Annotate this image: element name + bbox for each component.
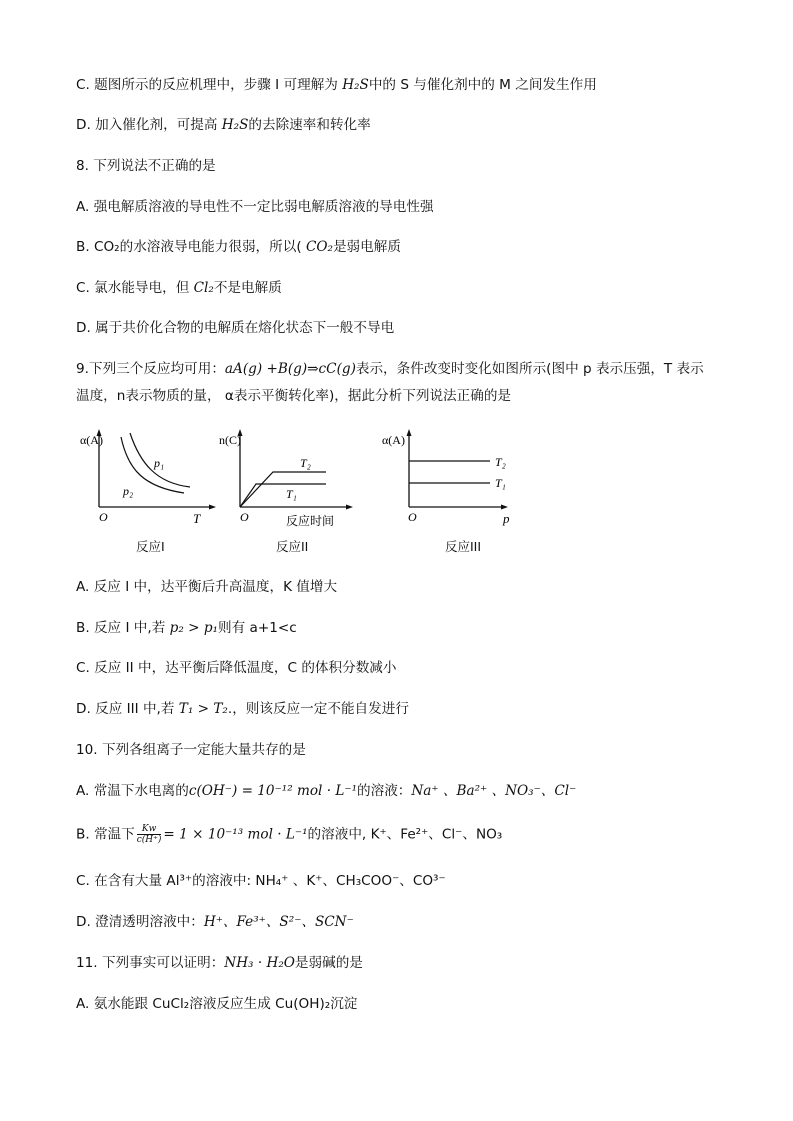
- q8-option-a: A. 强电解质溶液的导电性不一定比弱电解质溶液的导电性强: [76, 199, 434, 215]
- fraction-denominator: c(H⁺): [136, 835, 162, 845]
- q10-stem: 10. 下列各组离子一定能大量共存的是: [76, 742, 306, 758]
- q10-option-a-ions: Na⁺ 、Ba²⁺ 、NO₃⁻、Cl⁻: [411, 783, 577, 799]
- q10-option-b-formula: = 1 × 10⁻¹³ mol · L⁻¹: [163, 826, 308, 843]
- q11-stem-text-end: 是弱碱的是: [294, 955, 363, 971]
- q9-figures: [76, 425, 536, 565]
- fig2-xlabel: 反应时间: [286, 514, 335, 528]
- q11-stem-text: 11. 下列事实可以证明：: [76, 955, 225, 971]
- fig2-line-t1: [240, 484, 326, 507]
- fig1-x-arrow: [209, 505, 216, 510]
- figure-reaction-2: [219, 429, 353, 528]
- q10-option-b-fraction: [137, 824, 162, 845]
- q10-option-b: [76, 824, 502, 845]
- q10-option-a-text-mid: 的溶液：: [357, 783, 412, 799]
- q7-option-c: [76, 76, 597, 94]
- q7-option-c-formula: H₂S: [342, 77, 369, 93]
- fig2-ylabel: n(C): [219, 433, 241, 447]
- q8-option-c-text-end: 不是电解质: [213, 280, 282, 296]
- q10-option-d: [76, 913, 354, 931]
- fig1-origin: O: [99, 510, 108, 524]
- q7-option-c-text: C. 题图所示的反应机理中，步骤 I 可理解为: [76, 77, 343, 93]
- q7-option-d-formula: H₂S: [221, 117, 249, 133]
- fig1-label-p2: p₂: [123, 484, 134, 498]
- q7-option-c-text-end: 中的 S 与催化剂中的 M 之间发生作用: [368, 77, 597, 93]
- q8-option-b: [76, 238, 401, 256]
- q9-option-d-text-end: .，则该反应一定不能自发进行: [227, 701, 409, 717]
- q9-stem-equation: aA(g) +B(g)⇒cC(g): [224, 361, 356, 377]
- q11-stem-formula: NH₃ · H₂O: [224, 955, 295, 971]
- fig3-label-t2: T₂: [495, 455, 506, 469]
- q9-option-a: A. 反应 I 中，达平衡后升高温度，K 值增大: [76, 579, 338, 595]
- q7-option-d-text-end: 的去除速率和转化率: [248, 117, 371, 133]
- q10-option-b-text: B. 常温下: [76, 826, 135, 843]
- fig3-ylabel: α(A): [382, 433, 405, 447]
- q8-option-c: [76, 279, 282, 297]
- q8-option-b-formula: CO₂: [305, 239, 333, 255]
- figure-reaction-3: [382, 429, 510, 526]
- fig3-xlabel: p: [503, 511, 510, 526]
- q8-option-b-text-end: 是弱电解质: [332, 239, 401, 255]
- q10-option-a: [76, 782, 576, 800]
- fig2-label-t2: T₂: [300, 456, 311, 470]
- q10-option-a-text: A. 常温下水电离的: [76, 783, 189, 799]
- fig1-ylabel: α(A): [80, 433, 103, 447]
- q7-option-d-text: D. 加入催化剂，可提高: [76, 117, 222, 133]
- q8-option-d: D. 属于共价化合物的电解质在熔化状态下一般不导电: [76, 320, 395, 336]
- q9-option-b-text-end: 则有 a+1<c: [217, 620, 297, 636]
- q9-stem-text: 9.下列三个反应均可用：: [76, 361, 225, 377]
- fig3-x-arrow: [501, 505, 508, 510]
- fig3-caption: 反应III: [445, 539, 482, 554]
- q9-option-d-formula: T₁ > T₂: [178, 701, 228, 717]
- fraction-numerator: Kw: [137, 824, 162, 835]
- q9-option-b-text: B. 反应 I 中,若: [76, 620, 170, 636]
- q9-stem-text-end: 表示，条件改变时变化如图所示(图中 p 表示压强，T 表示: [355, 361, 704, 377]
- q11-option-a: A. 氨水能跟 CuCl₂溶液反应生成 Cu(OH)₂沉淀: [76, 996, 358, 1012]
- q9-option-d: [76, 700, 409, 718]
- fig3-label-t1: T₁: [495, 476, 506, 490]
- q10-option-a-formula: c(OH⁻) = 10⁻¹² mol · L⁻¹: [188, 783, 358, 799]
- q8-option-c-text: C. 氯水能导电，但: [76, 280, 194, 296]
- q10-option-d-text: D. 澄清透明溶液中：: [76, 914, 204, 930]
- q9-option-d-text: D. 反应 III 中,若: [76, 701, 179, 717]
- q10-option-d-ions: H⁺、Fe³⁺、S²⁻、SCN⁻: [203, 914, 354, 930]
- q9-stem-line2: 温度，n表示物质的量， α表示平衡转化率)，据此分析下列说法正确的是: [76, 388, 512, 404]
- q9-option-c: C. 反应 II 中，达平衡后降低温度，C 的体积分数减小: [76, 660, 397, 676]
- fig1-caption: 反应I: [136, 539, 165, 554]
- fig3-origin: O: [408, 510, 417, 524]
- q10-option-b-text-end: 的溶液中, K⁺、Fe²⁺、Cl⁻、NO₃: [307, 826, 503, 843]
- q8-option-b-text: B. CO₂的水溶液导电能力很弱，所以(: [76, 239, 306, 255]
- q9-option-b-formula: p₂ > p₁: [169, 620, 218, 636]
- q11-stem: [76, 954, 363, 972]
- fig2-x-arrow: [346, 505, 353, 510]
- q8-stem: 8. 下列说法不正确的是: [76, 158, 216, 174]
- q9-stem: [76, 360, 704, 378]
- q10-option-c: C. 在含有大量 Al³⁺的溶液中: NH₄⁺ 、K⁺、CH₃COO⁻、CO³⁻: [76, 873, 446, 889]
- figure-reaction-1: [80, 429, 216, 526]
- fig1-xlabel: T: [193, 511, 201, 526]
- q8-option-c-formula: Cl₂: [193, 280, 214, 296]
- fig2-origin: O: [240, 510, 249, 524]
- q7-option-d: [76, 116, 371, 134]
- q9-option-b: [76, 619, 297, 637]
- fig2-caption: 反应II: [276, 539, 309, 554]
- fig1-label-p1: p₁: [154, 456, 165, 470]
- fig3-y-arrow: [407, 429, 412, 436]
- fig2-label-t1: T₁: [286, 487, 297, 501]
